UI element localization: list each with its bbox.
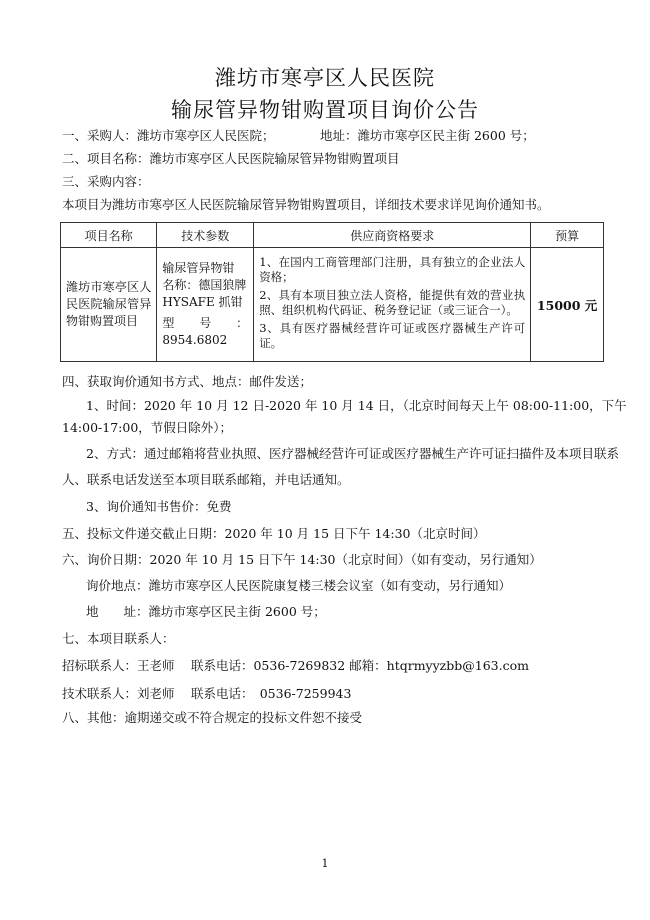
tech-params-list: [157, 257, 253, 352]
tech-param-line: HYSAFE 抓钳: [162, 295, 243, 309]
document-title-line2: 输尿管异物钳购置项目询价公告: [171, 98, 479, 122]
other-line: 八、其他：逾期递交或不符合规定的投标文件恕不接受: [62, 710, 363, 725]
inquiry-place-line: 询价地点：潍坊市寒亭区人民医院康复楼三楼会议室（如有变动，另行通知）: [86, 578, 512, 593]
content-description: 本项目为潍坊市寒亭区人民医院输尿管异物钳购置项目，详细技术要求详见询价通知书。: [62, 197, 550, 212]
method-line-2: 人、联系电话发送至本项目联系邮箱，并电话通知。: [62, 472, 350, 487]
requirements-list: [254, 252, 530, 357]
header-tech-params: 技术参数: [157, 223, 254, 248]
requirement-item: 1、在国内工商管理部门注册，具有独立的企业法人资格；: [259, 255, 526, 284]
page-number: 1: [321, 857, 329, 870]
time-line-2: 14:00-17:00，节假日除外）；: [62, 420, 233, 435]
address-line: 地址：潍坊市寒亭区民主街 2600 号；: [320, 128, 535, 143]
purchaser-line: 一、采购人：潍坊市寒亭区人民医院；: [62, 128, 275, 143]
bid-contact-line: 招标联系人：王老师 联系电话：0536-7269832 邮箱：htqrmyyzbb@163.com: [62, 658, 529, 673]
budget-value: 15000 元: [531, 248, 604, 362]
tech-param-line: 名称：德国狼牌: [162, 278, 247, 292]
requirement-item: 3、具有医疗器械经营许可证或医疗器械生产许可证。: [259, 321, 526, 350]
tech-contact-line: 技术联系人：刘老师 联系电话： 0536-7259943: [62, 686, 352, 701]
content-heading: 三、采购内容：: [62, 174, 150, 189]
table-header-row: [61, 223, 604, 248]
project-name-line: 二、项目名称：潍坊市寒亭区人民医院输尿管异物钳购置项目: [62, 151, 400, 166]
project-name-value: 潍坊市寒亭区人民医院输尿管异物钳购置项目: [66, 280, 152, 328]
inquiry-address-line: 地 址：潍坊市寒亭区民主街 2600 号；: [86, 604, 326, 619]
tech-param-line: 型号：8954.6802: [162, 316, 249, 347]
price-line: 3、询价通知书售价：免费: [86, 499, 232, 514]
tech-params-cell: [157, 248, 254, 362]
header-requirements: 供应商资格要求: [254, 223, 531, 248]
time-line-1: 1、时间：2020 年 10 月 12 日-2020 年 10 月 14 日，（北京时间每天上午 08:00-11:00，下午: [86, 398, 627, 413]
method-line-1: 2、方式：通过邮箱将营业执照、医疗器械经营许可证或医疗器械生产许可证扫描件及本项目联系: [86, 446, 619, 461]
tech-param-line: 输尿管异物钳: [162, 261, 235, 275]
section4-heading: 四、获取询价通知书方式、地点：邮件发送；: [62, 374, 313, 389]
requirement-item: 2、具有本项目独立法人资格，能提供有效的营业执照、组织机构代码证、税务登记证（或三证合一）。: [259, 288, 526, 317]
table-row: [61, 248, 604, 362]
inquiry-date-line: 六、询价日期：2020 年 10 月 15 日下午 14:30（北京时间）（如有变动，另行通知）: [62, 552, 542, 567]
contact-heading: 七、本项目联系人：: [62, 631, 175, 646]
procurement-table: [60, 222, 604, 362]
document-title-line1: 潍坊市寒亭区人民医院: [215, 66, 435, 90]
header-project-name: 项目名称: [61, 223, 157, 248]
requirements-cell: [254, 248, 531, 362]
deadline-line: 五、投标文件递交截止日期：2020 年 10 月 15 日下午 14:30（北京时间）: [62, 526, 486, 541]
project-name-cell: [61, 248, 157, 362]
header-budget: 预算: [531, 223, 604, 248]
